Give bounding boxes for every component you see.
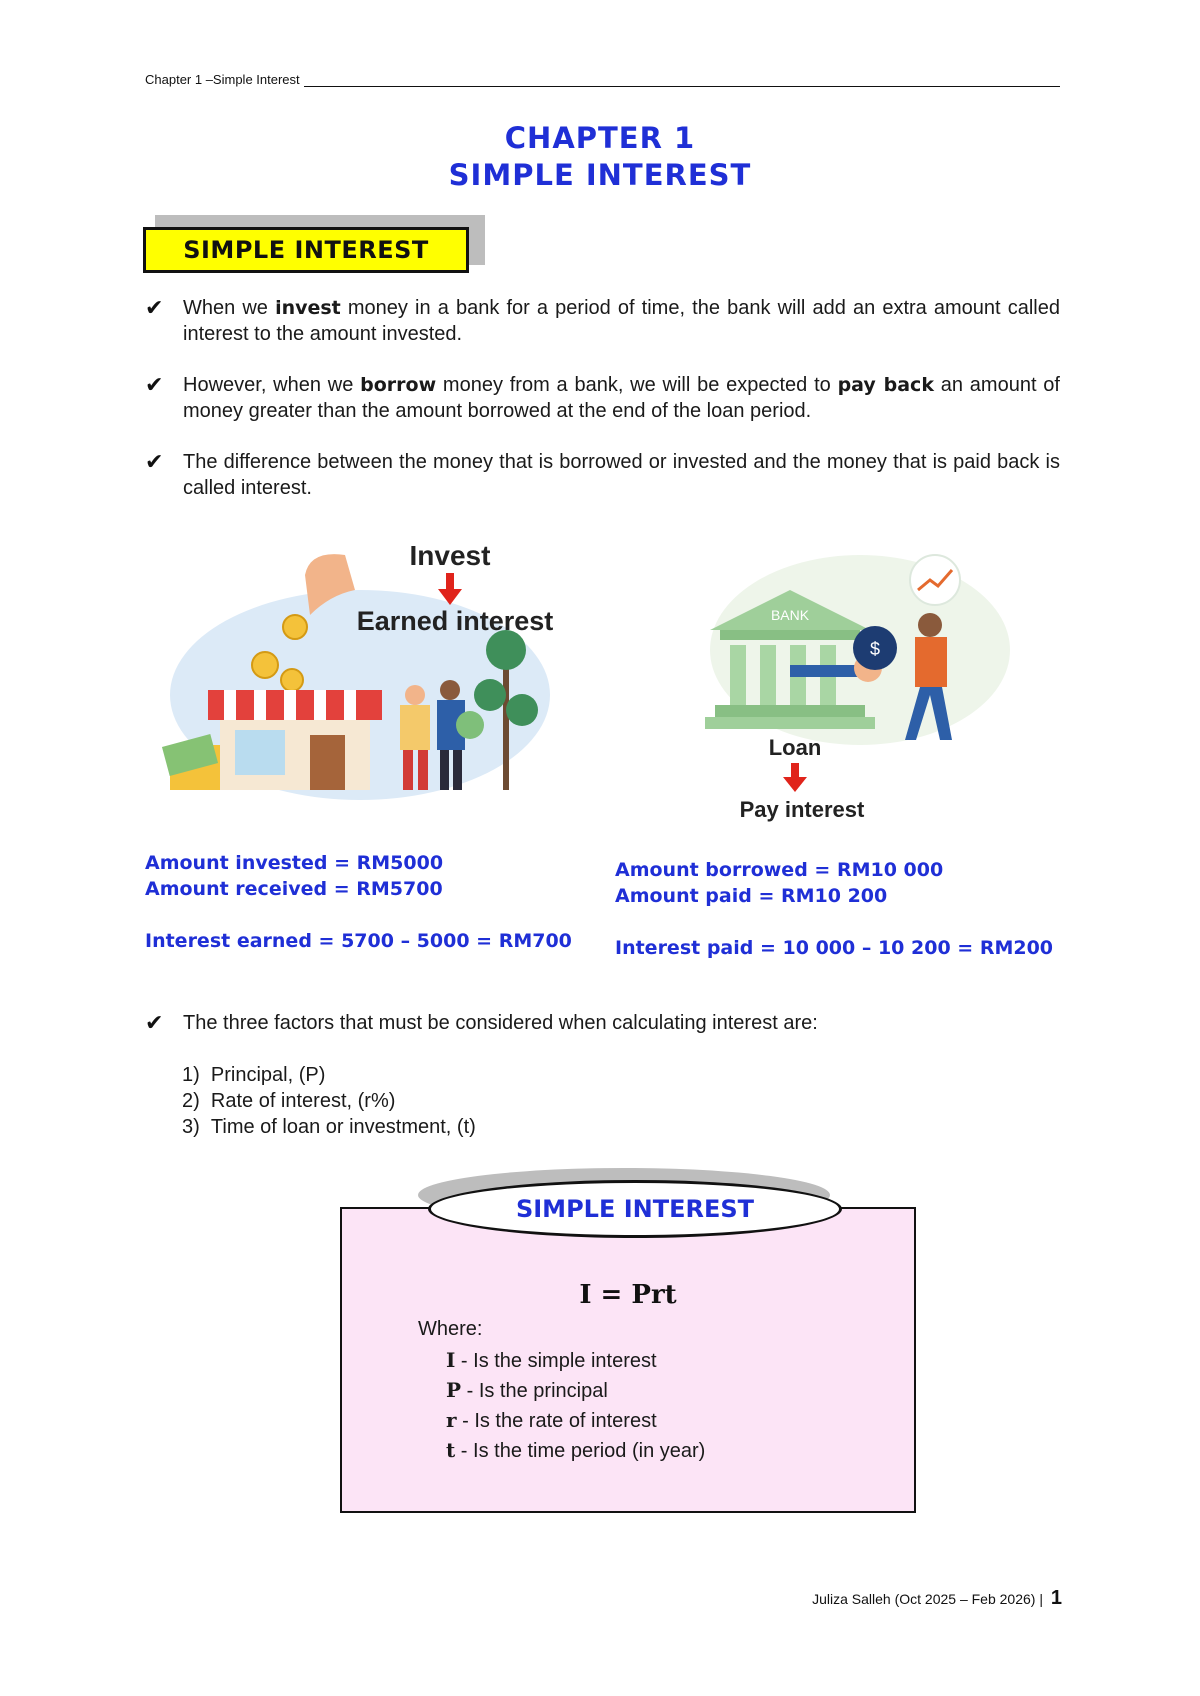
invest-example (145, 850, 572, 954)
checkmark-icon: ✔ (145, 372, 164, 397)
footer-author: Juliza Salleh (Oct 2025 – Feb 2026) (812, 1591, 1036, 1607)
chapter-title (0, 120, 1200, 194)
definition-r: r - Is the rate of interest (446, 1408, 657, 1432)
running-title: Chapter 1 –Simple Interest (145, 72, 300, 87)
interest-earned: Interest earned = 5700 – 5000 = RM700 (145, 930, 572, 952)
loan-illustration (690, 550, 1010, 830)
amount-borrowed: Amount borrowed = RM10 000 (615, 859, 944, 881)
shop-investors-illustration (160, 545, 580, 800)
running-header (145, 72, 1060, 87)
bullet-text: The three factors that must be considered when calculating interest are: (183, 1012, 818, 1034)
header-rule (304, 74, 1060, 87)
footer-separator: | (1039, 1591, 1043, 1607)
page-footer (760, 1587, 1062, 1610)
factor-item: 3) Time of loan or investment, (t) (182, 1116, 476, 1138)
where-label: Where: (418, 1318, 483, 1340)
svg-text:$: $ (869, 639, 881, 659)
chapter-name: SIMPLE INTEREST (448, 158, 752, 192)
definition-i: I - Is the simple interest (446, 1348, 657, 1372)
bullet-text: The difference between the money that is borrowed or invested and the money that is paid back is called interest. (183, 451, 1060, 499)
definition-p: P - Is the principal (446, 1378, 608, 1402)
amount-invested: Amount invested = RM5000 (145, 852, 444, 874)
bullet-borrow (145, 372, 1060, 424)
amount-received: Amount received = RM5700 (145, 878, 443, 900)
invest-illustration (160, 545, 580, 800)
bullet-invest (145, 295, 1060, 347)
checkmark-icon: ✔ (145, 295, 164, 320)
formula-equation: I = Prt (579, 1280, 677, 1310)
bullet-factors (145, 1010, 1060, 1036)
bank-sign: BANK (770, 607, 810, 623)
pay-interest-label: Pay interest (739, 797, 865, 822)
formula-title: SIMPLE INTEREST (428, 1180, 842, 1238)
bullet-text: When we invest money in a bank for a period of time, the bank will add an extra amount called interest to the amount invested. (183, 297, 1060, 345)
bank-loan-illustration (690, 550, 1010, 830)
loan-example (615, 857, 1053, 961)
loan-label: Loan (768, 735, 822, 760)
section-banner: SIMPLE INTEREST (143, 227, 469, 273)
chapter-number: CHAPTER 1 (504, 121, 696, 155)
interest-paid: Interest paid = 10 000 – 10 200 = RM200 (615, 937, 1054, 959)
checkmark-icon: ✔ (145, 1010, 164, 1035)
factor-item: 2) Rate of interest, (r%) (182, 1090, 396, 1112)
page-number: 1 (1050, 1587, 1062, 1609)
definition-t: t - Is the time period (in year) (446, 1438, 706, 1462)
factor-item: 1) Principal, (P) (182, 1064, 326, 1086)
amount-paid: Amount paid = RM10 200 (615, 885, 888, 907)
bullet-text: However, when we borrow money from a bank, we will be expected to pay back an amount of money greater than the amount borrowed at the end of the loan period. (183, 374, 1060, 422)
earned-interest-label: Earned interest (356, 606, 554, 636)
bullet-difference (145, 449, 1060, 501)
invest-label: Invest (409, 545, 491, 571)
checkmark-icon: ✔ (145, 449, 164, 474)
